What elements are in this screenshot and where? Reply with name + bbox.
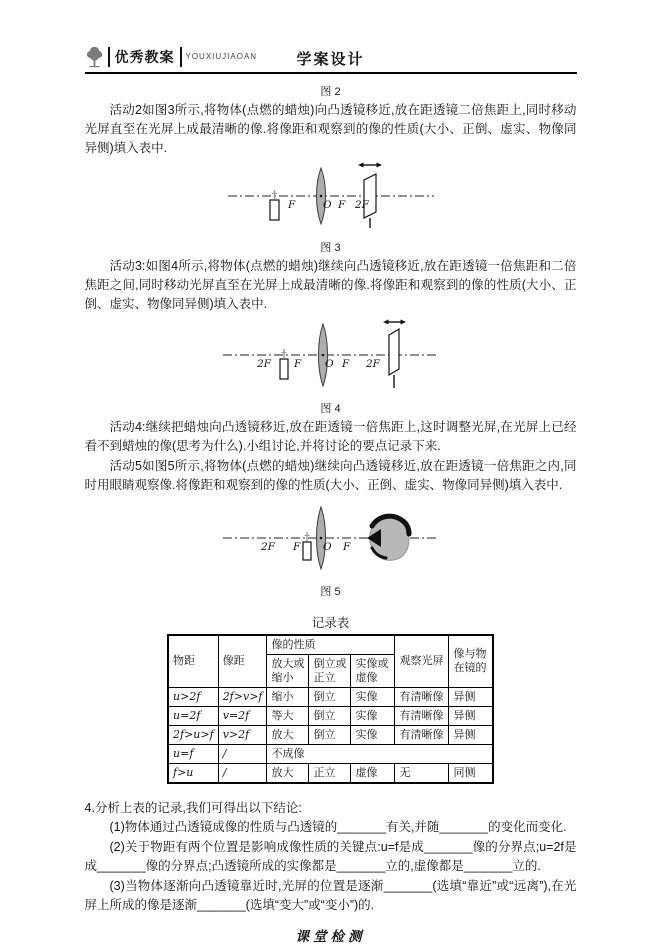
cell-u: u=2f bbox=[168, 706, 218, 725]
figure4 bbox=[85, 315, 577, 416]
table-row bbox=[168, 725, 493, 744]
table-row bbox=[168, 744, 493, 763]
candle bbox=[270, 190, 279, 220]
header-same-side: 像与物在镜的 bbox=[449, 635, 493, 688]
analysis-question-3: (3)当物体逐渐向凸透镜靠近时,光屏的位置是逐渐_______(选填“靠近”或“远离”),在光屏上所成的像是逐渐_______(选填“变大”或“变小”)的. bbox=[84, 878, 577, 913]
cell-u: u=f bbox=[168, 744, 218, 763]
two-f-label-left: 2F bbox=[256, 357, 271, 370]
focal-label-right: F bbox=[341, 357, 349, 370]
cell-v: / bbox=[218, 763, 267, 783]
cell-orient: 倒立 bbox=[309, 725, 351, 744]
cell-v: 2f>v>f bbox=[218, 687, 267, 706]
record-table-title: 记录表 bbox=[311, 615, 350, 630]
focal-label-left: F bbox=[292, 540, 300, 553]
move-arrow-icon bbox=[383, 319, 406, 324]
focal-label-left: F bbox=[293, 357, 301, 370]
table-row bbox=[168, 706, 493, 725]
classroom-test-title: 课堂检测 bbox=[295, 928, 366, 944]
page-title: 学案设计 bbox=[296, 51, 365, 68]
lens-center-label: O bbox=[322, 199, 332, 212]
lens-diagram-object-inside-f bbox=[221, 496, 441, 576]
candle bbox=[280, 349, 288, 379]
cell-size: 等大 bbox=[267, 706, 309, 725]
two-f-label-right: 2F bbox=[365, 357, 380, 370]
figure3 bbox=[85, 158, 577, 255]
figure5-caption: 图 5 bbox=[320, 585, 341, 598]
focal-label-right: F bbox=[337, 199, 345, 212]
cell-orient: 倒立 bbox=[309, 687, 351, 706]
cell-side: 异侧 bbox=[449, 725, 493, 744]
cell-size: 放大 bbox=[267, 763, 309, 783]
analysis-question-1: (1)物体通过凸透镜成像的性质与凸透镜的_______有关,并随_______的变化而变化. bbox=[109, 820, 567, 835]
lens-diagram-object-between-f-2f bbox=[221, 315, 441, 393]
header-object-distance: 物距 bbox=[168, 635, 218, 688]
convex-lens bbox=[316, 168, 325, 224]
header-image-properties: 像的性质 bbox=[267, 635, 395, 655]
two-f-label-left: 2F bbox=[260, 540, 275, 553]
lens-center-label: O bbox=[322, 540, 332, 553]
figure2-caption: 图 2 bbox=[320, 86, 341, 98]
header-image-distance: 像距 bbox=[218, 635, 267, 688]
convex-lens bbox=[318, 324, 327, 386]
paragraph-activity5: 活动5如图5所示,将物体(点燃的蜡烛)继续向凸透镜移近,放在距透镜一倍焦距之内,同时用眼睛观察像.将像距和观察到的像的性质(大小、正倒、虚实、物像同异侧)填入表中. bbox=[84, 459, 577, 493]
cell-u: u>2f bbox=[168, 687, 218, 706]
cell-screen: 有清晰像 bbox=[395, 687, 449, 706]
cell-screen: 有清晰像 bbox=[395, 725, 449, 744]
paragraph-activity3: 活动3:如图4所示,将物体(点燃的蜡烛)继续向凸透镜移近,放在距透镜一倍焦距和二倍焦距之间,同时移动光屏直至在光屏上成最清晰的像.将像距和观察到的像的性质(大小、正倒、虚实、物像同异侧)填入表中. bbox=[84, 259, 577, 311]
move-arrow-icon bbox=[358, 163, 382, 168]
cell-screen: 无 bbox=[395, 763, 449, 783]
cell-screen: 有清晰像 bbox=[395, 706, 449, 725]
logo-text: 优秀教案 bbox=[108, 47, 182, 67]
header-real-virtual: 实像或虚像 bbox=[351, 654, 395, 687]
cell-real: 实像 bbox=[351, 706, 395, 725]
analysis-question-2: (2)关于物距有两个位置是影响成像性质的关键点:u=f是成_______像的分界点;u=2f是成_______像的分界点;凸透镜所成的实像都是_______立的,虚像都是_______立的. bbox=[84, 839, 577, 874]
lens-center-label: O bbox=[324, 357, 334, 370]
cell-real: 实像 bbox=[351, 725, 395, 744]
table-header-row-1 bbox=[168, 635, 493, 655]
cell-side: 异侧 bbox=[449, 706, 493, 725]
screen bbox=[389, 329, 399, 388]
brand-logo bbox=[85, 45, 258, 68]
cell-u: f>u bbox=[168, 763, 218, 783]
focal-label-left: F bbox=[287, 199, 295, 212]
cell-real: 实像 bbox=[351, 687, 395, 706]
cell-orient: 正立 bbox=[309, 763, 351, 783]
convex-lens bbox=[316, 507, 325, 569]
lens-diagram-object-at-2f bbox=[226, 158, 436, 232]
cell-side: 异侧 bbox=[449, 687, 493, 706]
cell-v: / bbox=[218, 744, 267, 763]
header-observe-screen: 观察光屏 bbox=[395, 635, 449, 688]
logo-subtext: YOUXIUJIAOAN bbox=[185, 52, 258, 61]
record-table bbox=[167, 634, 494, 784]
analysis-section bbox=[85, 799, 577, 916]
analysis-intro: 4.分析上表的记录,我们可得出以下结论: bbox=[84, 800, 302, 815]
header-size: 放大或缩小 bbox=[267, 654, 309, 687]
table-row bbox=[168, 763, 493, 783]
candle bbox=[303, 532, 311, 560]
cell-v: v>2f bbox=[218, 725, 267, 744]
eye-icon bbox=[367, 516, 409, 560]
two-f-label-right: 2F bbox=[354, 199, 369, 212]
tree-logo-icon bbox=[85, 45, 104, 68]
cell-side: 同侧 bbox=[449, 763, 493, 783]
cell-no-image: 不成像 bbox=[267, 744, 493, 763]
cell-size: 放大 bbox=[267, 725, 309, 744]
focal-label-right: F bbox=[342, 540, 350, 553]
figure4-caption: 图 4 bbox=[320, 402, 341, 415]
cell-orient: 倒立 bbox=[309, 706, 351, 725]
page-header bbox=[85, 42, 577, 74]
table-row bbox=[168, 687, 493, 706]
figure5 bbox=[85, 496, 577, 599]
cell-u: 2f>u>f bbox=[168, 725, 218, 744]
paragraph-activity2: 活动2如图3所示,将物体(点燃的蜡烛)向凸透镜移近,放在距透镜二倍焦距上,同时移动光屏直至在光屏上成最清晰的像.将像距和观察到的像的性质(大小、正倒、虚实、物像同异侧)填入表中. bbox=[84, 103, 577, 155]
cell-v: v=2f bbox=[218, 706, 267, 725]
paragraph-activity4: 活动4:继续把蜡烛向凸透镜移近,放在距透镜一倍焦距上,这时调整光屏,在光屏上已经看不到蜡烛的像(思考为什么).小组讨论,并将讨论的要点记录下来. bbox=[84, 419, 577, 453]
figure3-caption: 图 3 bbox=[320, 242, 341, 255]
cell-real: 虚像 bbox=[351, 763, 395, 783]
cell-size: 缩小 bbox=[267, 687, 309, 706]
header-orientation: 倒立或正立 bbox=[309, 654, 351, 687]
